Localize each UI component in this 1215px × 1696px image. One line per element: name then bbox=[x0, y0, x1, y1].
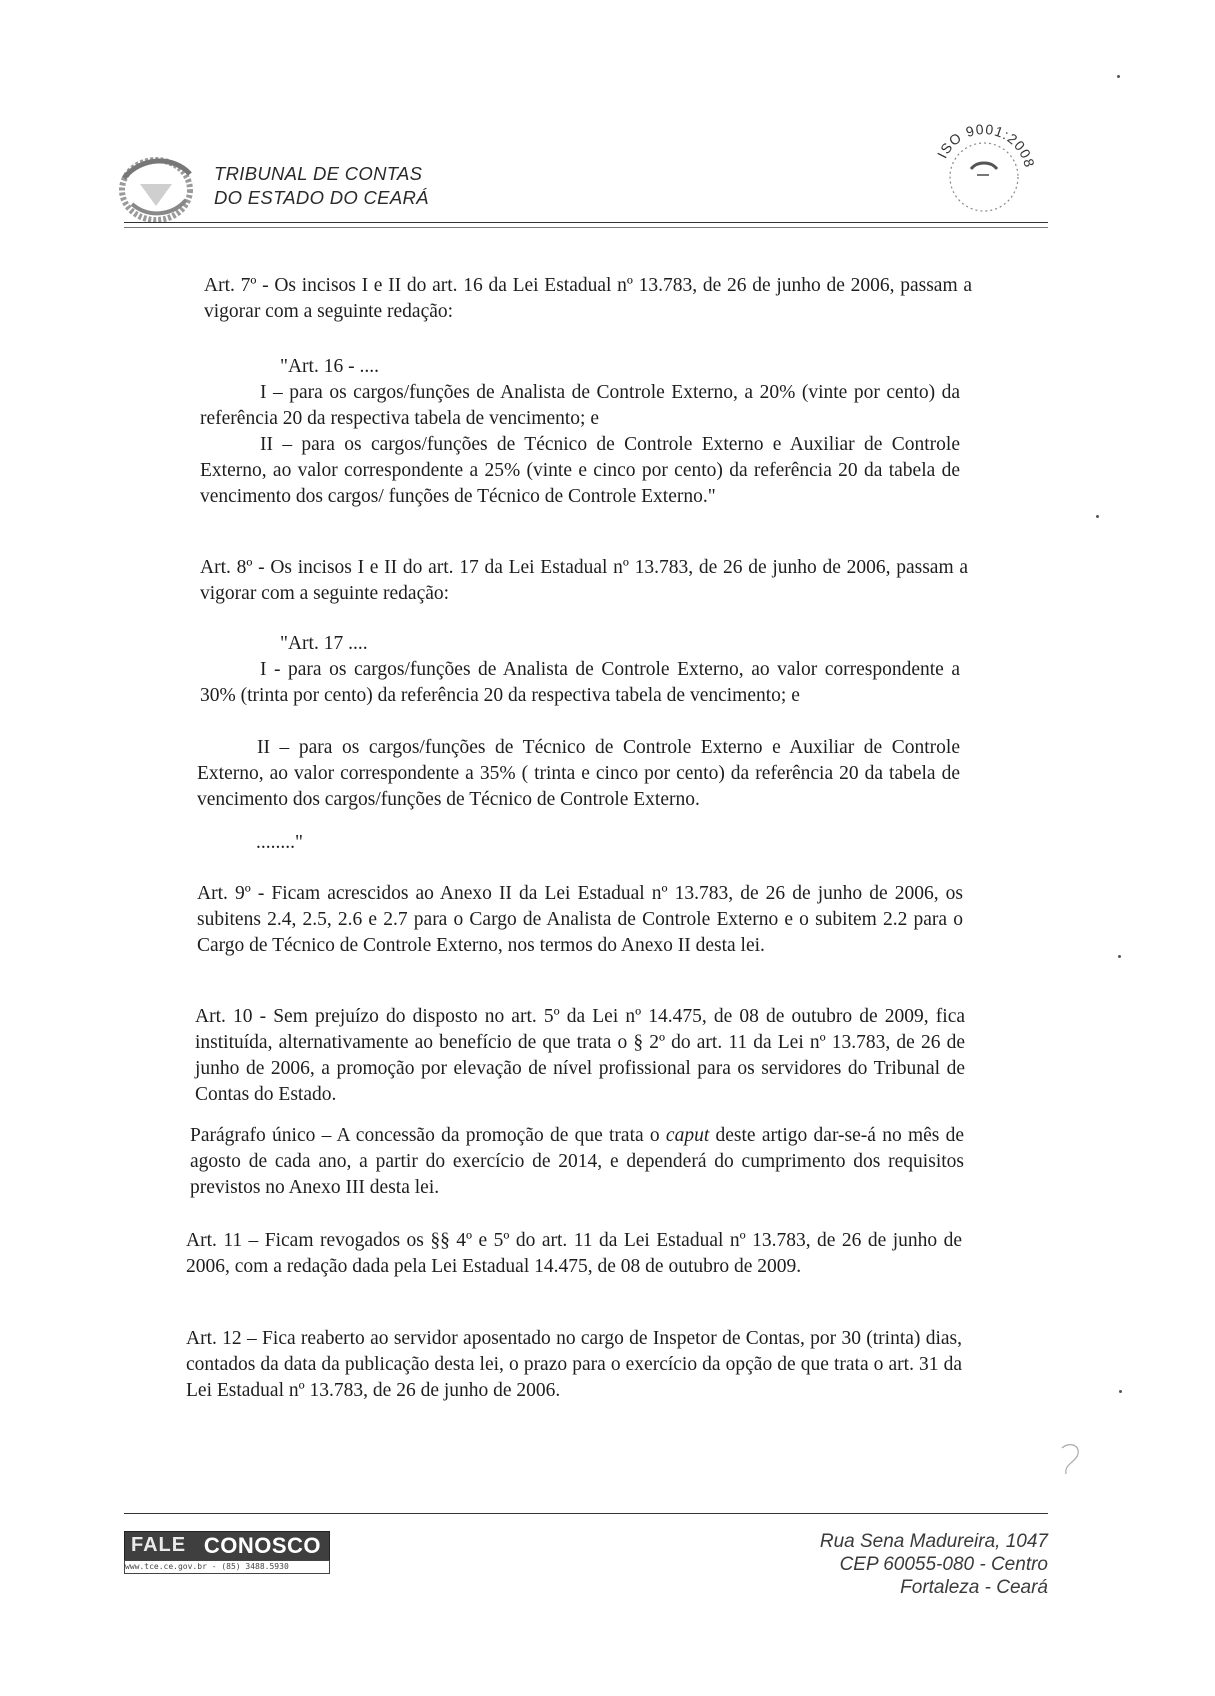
fale-label: FALE bbox=[131, 1534, 187, 1556]
scan-speck bbox=[1117, 75, 1120, 78]
art17-ellipsis: ........" bbox=[256, 832, 303, 853]
handwritten-mark bbox=[1058, 1440, 1086, 1480]
art17-inciso-ii: II – para os cargos/funções de Técnico de Controle Externo e Auxiliar de Controle Externo, ao valor correspondente a 35% ( trinta e cinco por cento) da referência 20 da tabela de vencimento dos cargos/funções de Técnico de Controle Externo. bbox=[197, 737, 960, 810]
art12-paragraph: Art. 12 – Fica reaberto ao servidor aposentado no cargo de Inspetor de Contas, por 30 (trinta) dias, contados da data da publicação desta lei, o prazo para o exercício da opção de que trata o art. 31 da Lei Estadual nº 13.783, de 26 de junho de 2006. bbox=[186, 1328, 962, 1401]
address-line-1: Rua Sena Madureira, 1047 bbox=[819, 1531, 1048, 1552]
iso-label: ISO 9001:2008 bbox=[933, 120, 1039, 170]
paragrafo-text-start: Parágrafo único – A concessão da promoção de que trata o bbox=[190, 1125, 666, 1146]
paragrafo-unico bbox=[190, 1123, 964, 1201]
art16-heading: "Art. 16 - .... bbox=[280, 356, 379, 377]
fale-contact-line: www.tce.ce.gov.br - (85) 3488.5930 bbox=[124, 1560, 330, 1574]
art16-inciso-ii: II – para os cargos/funções de Técnico de Controle Externo e Auxiliar de Controle Externo, ao valor correspondente a 25% (vinte e cinco por cento) da referência 20 da tabela de vencimento dos cargos/ funções de Técnico de Controle Externo." bbox=[200, 434, 960, 507]
art17-inciso-i: I - para os cargos/funções de Analista de Controle Externo, ao valor correspondente a 30% (trinta por cento) da referência 20 da respectiva tabela de vencimento; e bbox=[200, 659, 960, 706]
footer-address bbox=[820, 1530, 1048, 1599]
header-rule bbox=[124, 222, 1048, 223]
address-line-3: Fortaleza - Ceará bbox=[900, 1577, 1048, 1598]
caput-term: caput bbox=[665, 1125, 710, 1146]
organization-name bbox=[214, 162, 429, 210]
art9-paragraph: Art. 9º - Ficam acrescidos ao Anexo II da Lei Estadual nº 13.783, de 26 de junho de 2006, os subitens 2.4, 2.5, 2.6 e 2.7 para o Cargo de Analista de Controle Externo e o subitem 2.2 para o Cargo de Técnico de Controle Externo, nos termos do Anexo II desta lei. bbox=[197, 883, 963, 956]
art16-inciso-i: I – para os cargos/funções de Analista de Controle Externo, a 20% (vinte por cento) da referência 20 da respectiva tabela de vencimento; e bbox=[200, 382, 960, 429]
fale-conosco-box bbox=[124, 1531, 330, 1561]
scan-speck bbox=[1119, 1390, 1122, 1393]
art10-paragraph: Art. 10 - Sem prejuízo do disposto no art. 5º da Lei nº 14.475, de 08 de outubro de 2009, fica instituída, alternativamente ao benefício de que trata o § 2º do art. 11 da Lei nº 13.783, de 26 de junho de 2006, a promoção por elevação de nível profissional para os servidores do Tribunal de Contas do Estado. bbox=[195, 1006, 965, 1105]
art17-heading: "Art. 17 .... bbox=[280, 633, 368, 654]
paragrafo-text-end: deste artigo dar-se-á no mês de agosto de cada ano, a partir do exercício de 2014, e dependerá do cumprimento dos requisitos previstos no Anexo III desta lei. bbox=[190, 1125, 965, 1198]
address-line-2: CEP 60055-080 - Centro bbox=[839, 1554, 1048, 1575]
art7-paragraph: Art. 7º - Os incisos I e II do art. 16 da Lei Estadual nº 13.783, de 26 de junho de 2006, passam a vigorar com a seguinte redação: bbox=[204, 275, 972, 322]
scan-speck bbox=[1096, 515, 1099, 518]
art11-paragraph: Art. 11 – Ficam revogados os §§ 4º e 5º do art. 11 da Lei Estadual nº 13.783, de 26 de junho de 2006, com a redação dada pela Lei Estadual 14.475, de 08 de outubro de 2009. bbox=[186, 1230, 962, 1277]
org-line-2: DO ESTADO DO CEARÁ bbox=[214, 187, 429, 208]
scan-speck bbox=[1118, 955, 1121, 958]
art8-paragraph: Art. 8º - Os incisos I e II do art. 17 da Lei Estadual nº 13.783, de 26 de junho de 2006, passam a vigorar com a seguinte redação: bbox=[200, 557, 968, 604]
header-rule-secondary bbox=[124, 227, 1048, 228]
fale-conosco-badge bbox=[124, 1531, 330, 1573]
tce-logo-icon bbox=[112, 148, 200, 228]
footer-rule bbox=[124, 1513, 1048, 1514]
conosco-label: CONOSCO bbox=[203, 1533, 321, 1558]
org-line-1: TRIBUNAL DE CONTAS bbox=[214, 163, 423, 184]
iso-certification-seal bbox=[925, 105, 1043, 223]
